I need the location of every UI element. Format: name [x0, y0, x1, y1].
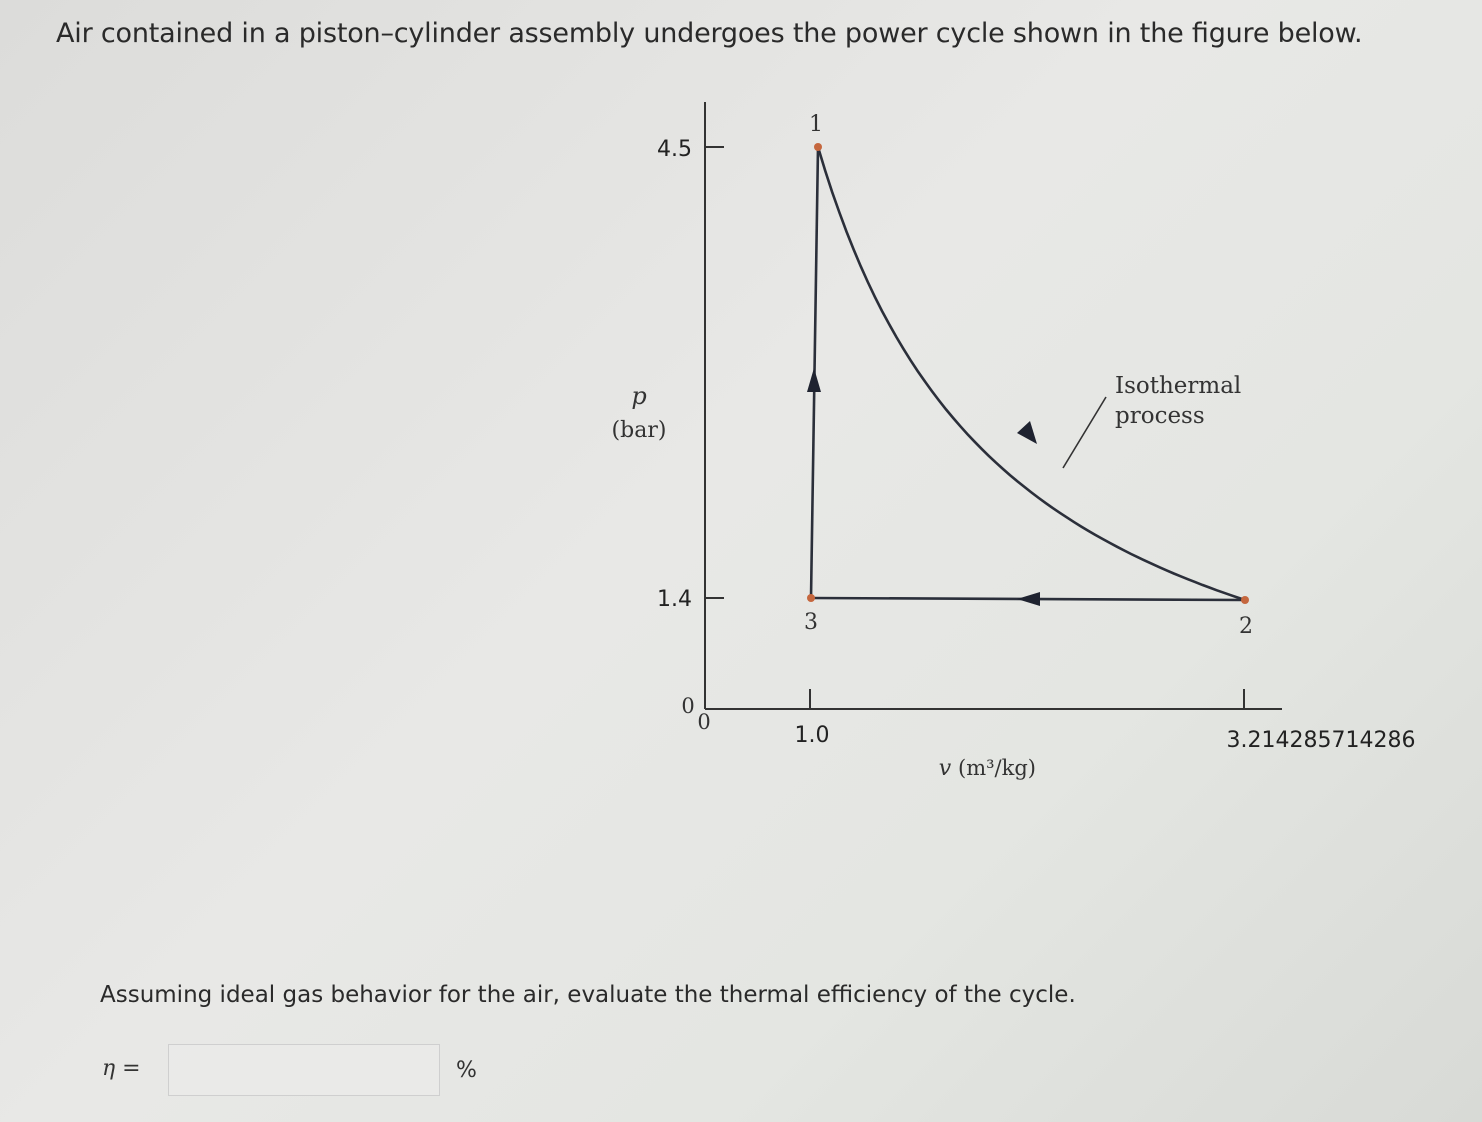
percent-unit-label: %: [456, 1058, 477, 1083]
efficiency-label: η =: [102, 1056, 141, 1081]
answer-row: [100, 1044, 520, 1098]
y-axis-symbol: p: [631, 382, 647, 410]
arrow-left-icon: [1017, 592, 1040, 606]
state-label-1: 1: [809, 112, 823, 137]
arrow-up-icon: [807, 368, 821, 392]
y-tick-label-0: 0: [681, 694, 695, 718]
annotation-process: process: [1115, 403, 1205, 429]
y-tick-label-4.5: 4.5: [657, 137, 692, 162]
state-point-2: [1241, 596, 1249, 604]
annotation-leader-line: [1063, 397, 1106, 468]
state-label-2: 2: [1239, 614, 1253, 639]
question-text: Air contained in a piston–cylinder assembly undergoes the power cycle shown in the ﬁgure below.: [56, 18, 1363, 49]
x-tick-label-3.21: 3.214285714286: [1226, 728, 1416, 753]
y-tick-label-1.4: 1.4: [657, 587, 692, 612]
arrow-down-right-icon: [1017, 421, 1037, 444]
state-label-3: 3: [804, 610, 818, 635]
state-point-1: [814, 143, 822, 151]
instruction-text: Assuming ideal gas behavior for the air, evaluate the thermal efficiency of the cycle.: [100, 982, 1076, 1008]
state-point-3: [807, 594, 815, 602]
efficiency-input[interactable]: [168, 1044, 440, 1096]
x-tick-label-0: 0: [697, 710, 711, 734]
annotation-isothermal: Isothermal: [1115, 373, 1242, 399]
y-axis-unit: (bar): [611, 418, 667, 443]
x-axis-symbol: v: [938, 756, 952, 781]
x-tick-label-1.0: 1.0: [794, 723, 830, 748]
x-axis-unit: (m³/kg): [958, 756, 1036, 780]
